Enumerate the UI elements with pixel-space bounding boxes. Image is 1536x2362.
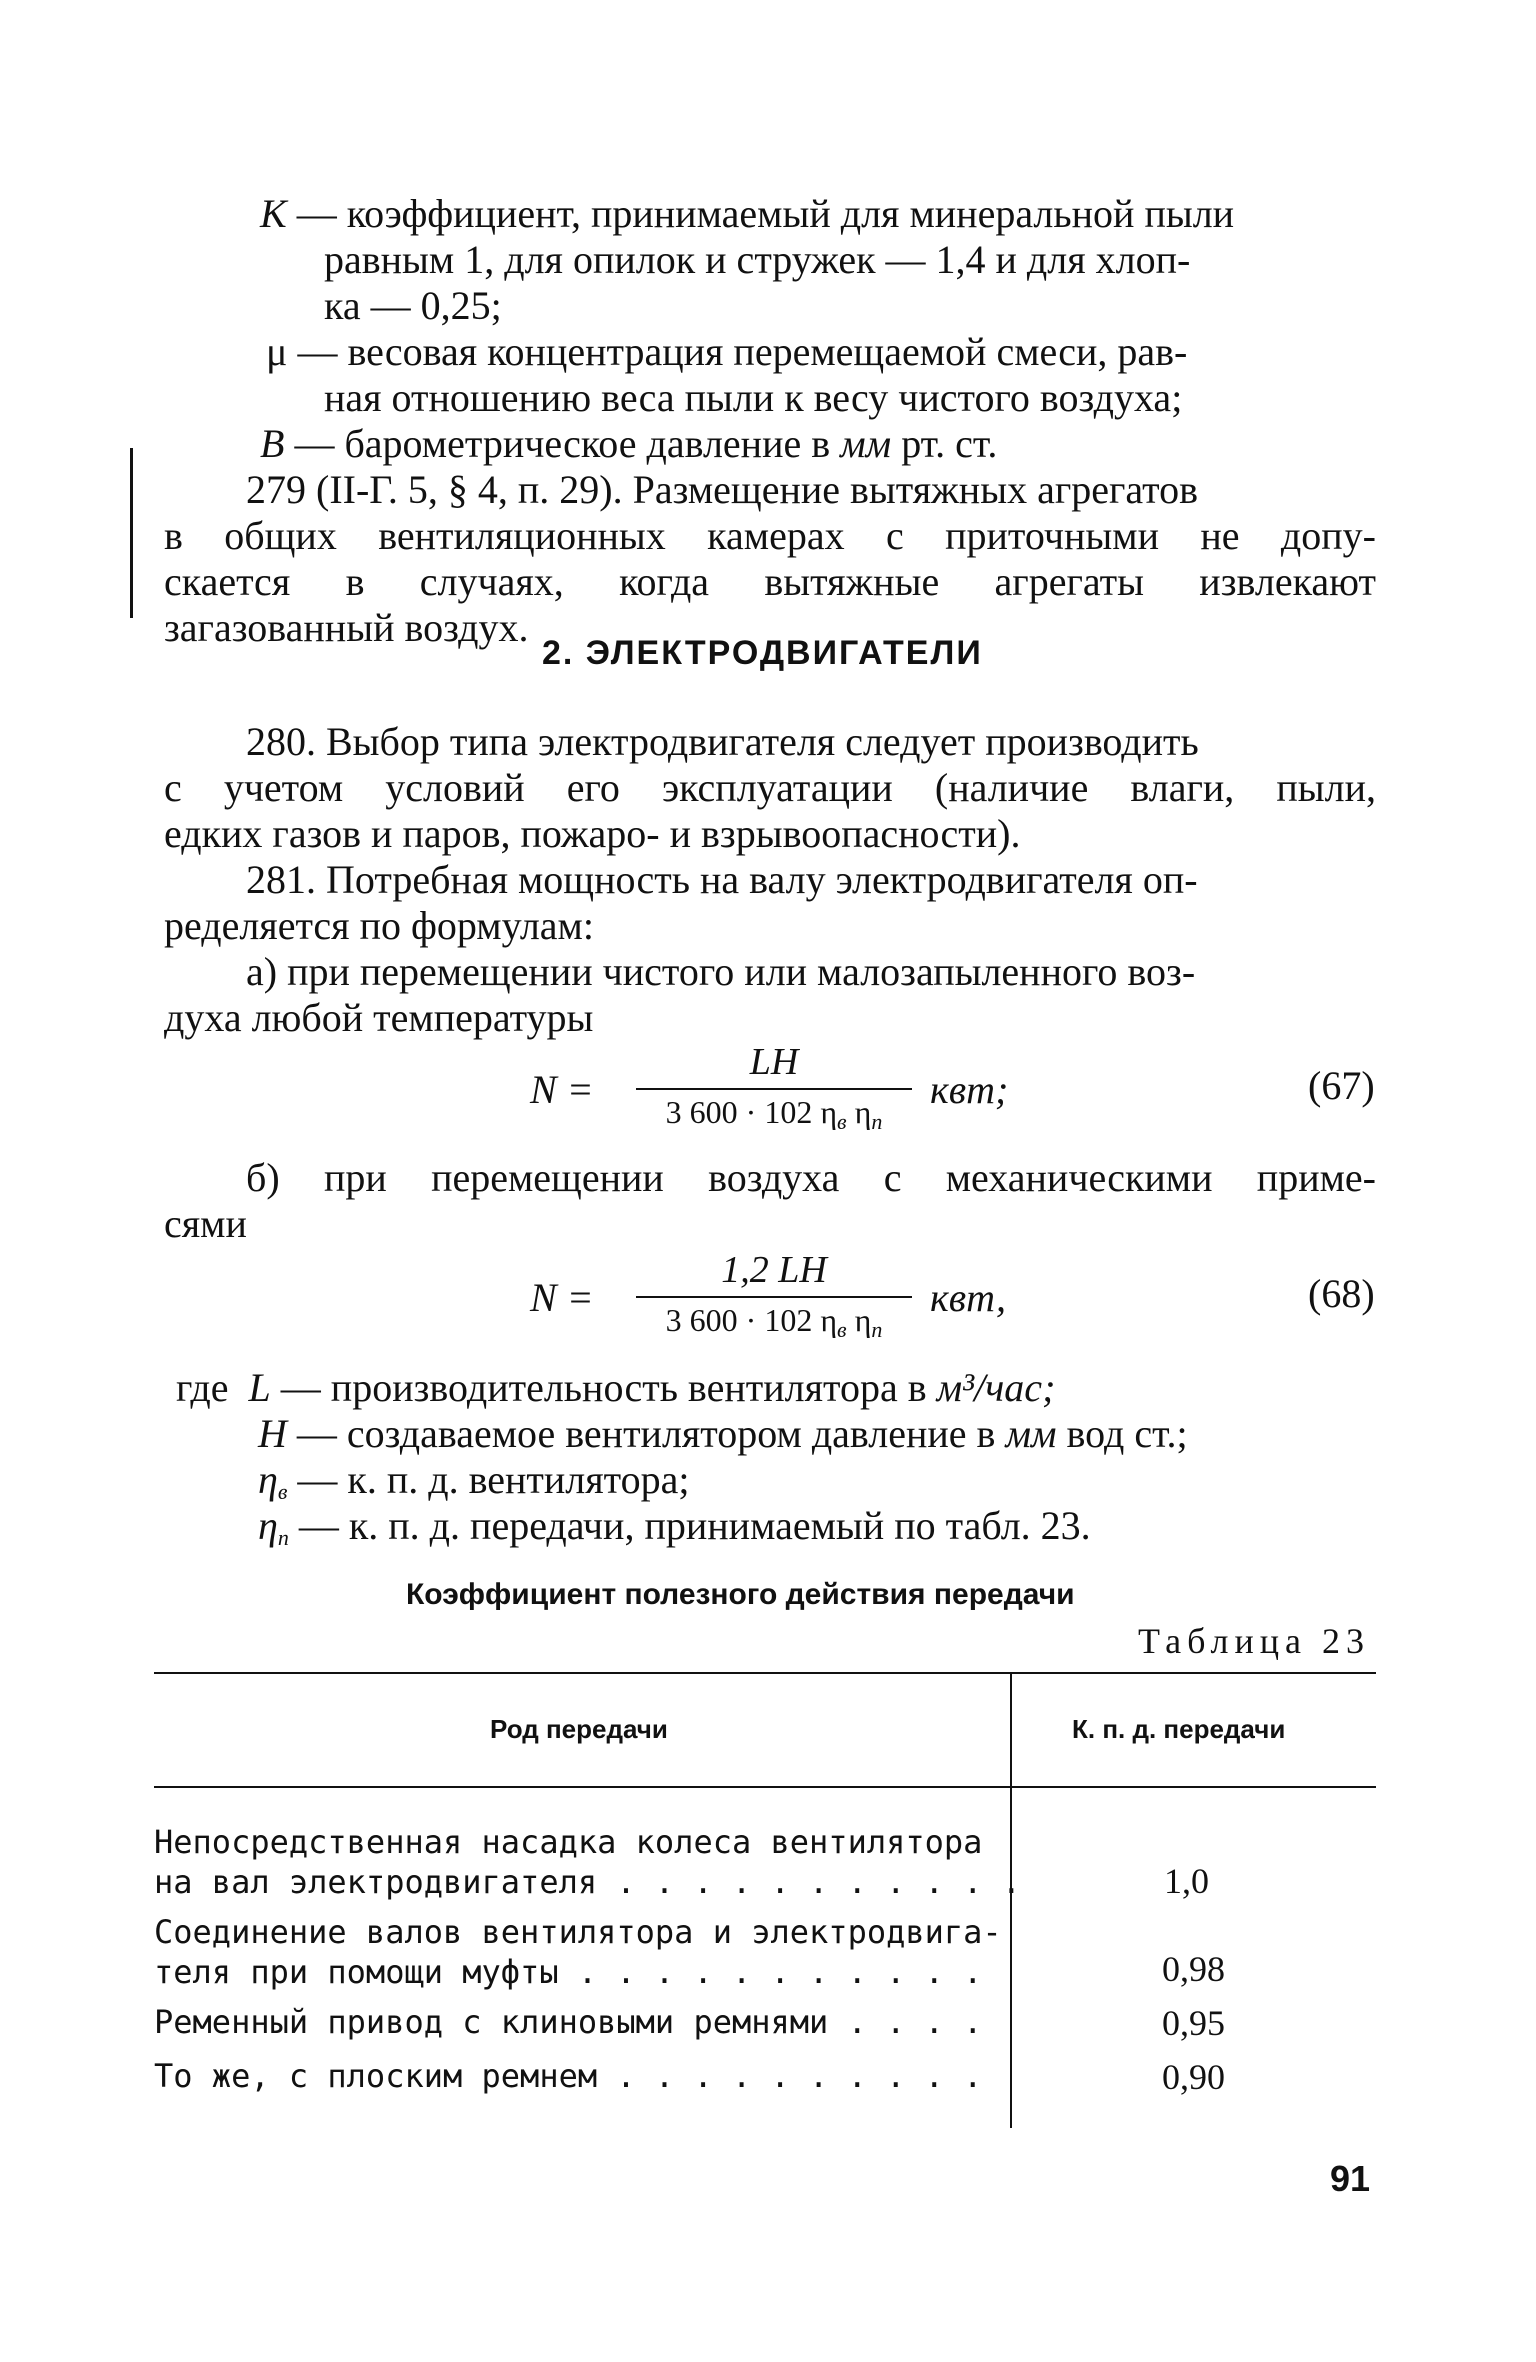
formula-68-N: N = (530, 1275, 594, 1320)
formula-67-sub1: в (837, 1109, 847, 1134)
where-h-tail: вод ст.; (1056, 1411, 1188, 1456)
formula-67-number: (67) (1308, 1063, 1375, 1108)
formula-68-bar (636, 1296, 912, 1298)
p280-line3: едких газов и паров, пожаро- и взрывоопасности). (164, 811, 1021, 856)
formula-68-fraction (636, 1248, 912, 1348)
p279-line3: скается в случаях, когда вытяжные агрегаты извлекают (164, 559, 1376, 604)
table-row-1-line1: Непосредственная насадка колеса вентилятора (154, 1823, 983, 1861)
b-definition: — барометрическое давление в (284, 421, 841, 466)
formula-68-denominator (636, 1302, 912, 1343)
def-k-line (260, 190, 1234, 238)
where-etav-sub: в (277, 1479, 288, 1504)
where-h-line (258, 1410, 1188, 1458)
mu-definition: — весовая концентрация перемещаемой смеси, рав- (287, 329, 1188, 374)
where-l-symbol: L (248, 1365, 271, 1410)
k-symbol: K (260, 191, 287, 236)
formula-67-eta2: η (846, 1094, 872, 1130)
formula-67-unit: квт; (930, 1067, 1009, 1112)
def-mu-line (266, 328, 1187, 376)
table-row-2-line2: теля при помощи муфты . . . . . . . . . . . (154, 1953, 983, 1991)
p279-line4: загазованный воздух. (164, 605, 529, 650)
where-h-text: — создаваемое вентилятором давление в (286, 1411, 1006, 1456)
formula-68-numerator: 1,2 LH (721, 1249, 827, 1291)
table-header-efficiency: К. п. д. передачи (1072, 1714, 1286, 1744)
p280-line2: с учетом условий его эксплуатации (наличие влаги, пыли, (164, 765, 1376, 810)
b-symbol: B (260, 421, 285, 466)
b-tail: рт. ст. (891, 421, 998, 466)
formula-67-den-text: 3 600 · 102 η (665, 1094, 838, 1130)
formula-68-sub1: в (837, 1317, 847, 1342)
k-definition: — коэффициент, принимаемый для минеральной пыли (286, 191, 1235, 236)
table-header-rule (154, 1786, 1376, 1788)
margin-change-bar (130, 448, 133, 618)
formula-67-bar (636, 1088, 912, 1090)
where-l-unit: м³/час; (936, 1365, 1056, 1410)
def-b-line (260, 420, 997, 468)
p279-line1: 279 (II-Г. 5, § 4, п. 29). Размещение вытяжных агрегатов (246, 467, 1198, 512)
b-unit: мм (840, 421, 892, 466)
formula-68-den-text: 3 600 · 102 η (665, 1302, 838, 1338)
formula-67-N: N = (530, 1067, 594, 1112)
table-title: Коэффициент полезного действия передачи (406, 1578, 1075, 1611)
table-row-1-line2: на вал электродвигателя . . . . . . . . . . . (154, 1863, 1021, 1901)
table-row-1-value: 1,0 (1164, 1861, 1209, 1901)
where-h-unit: мм (1005, 1411, 1057, 1456)
p281-line1: 281. Потребная мощность на валу электродвигателя оп- (246, 857, 1198, 902)
p281-line2: ределяется по формулам: (164, 903, 594, 948)
table-row-2-line1: Соединение валов вентилятора и электродвига- (154, 1913, 1002, 1951)
formula-67-fraction (636, 1040, 912, 1140)
table-row-2-value: 0,98 (1162, 1949, 1225, 1989)
where-h-symbol: H (258, 1411, 287, 1456)
formula-67-denominator (636, 1094, 912, 1135)
p281-a-line2: духа любой температуры (164, 995, 594, 1040)
mu-symbol: μ (266, 329, 288, 374)
formula-68-number: (68) (1308, 1271, 1375, 1316)
table-number: Таблица 23 (1138, 1621, 1370, 1661)
formula-68-unit: квт, (930, 1275, 1006, 1320)
def-mu-line2: ная отношению веса пыли к весу чистого воздуха; (324, 375, 1183, 420)
where-etap-symbol: η (258, 1503, 278, 1548)
table-row-3-value: 0,95 (1162, 2003, 1225, 2043)
where-etav-text: — к. п. д. вентилятора; (287, 1457, 690, 1502)
page-number: 91 (1330, 2158, 1371, 2199)
p279-line2: в общих вентиляционных камерах с приточными не допу- (164, 513, 1376, 558)
where-gde: где (176, 1365, 229, 1410)
p281-b-line2: сями (164, 1201, 247, 1246)
where-etap-text: — к. п. д. передачи, принимаемый по табл. 23. (288, 1503, 1091, 1548)
p281-a-line1: а) при перемещении чистого или малозапыленного воз- (246, 949, 1196, 994)
p280-line1: 280. Выбор типа электродвигателя следует производить (246, 719, 1199, 764)
formula-67-lhs (530, 1066, 594, 1113)
where-etap-line (258, 1502, 1091, 1562)
where-etav-symbol: η (258, 1457, 278, 1502)
where-l-text: — производительность вентилятора в (270, 1365, 937, 1410)
table-top-rule (154, 1672, 1376, 1674)
formula-68-lhs (530, 1274, 594, 1321)
table-row-4-line1: То же, с плоским ремнем . . . . . . . . . . (154, 2057, 983, 2095)
section-heading: 2. ЭЛЕКТРОДВИГАТЕЛИ (542, 634, 983, 672)
def-k-line3: ка — 0,25; (324, 283, 502, 328)
table-header-type: Род передачи (490, 1714, 668, 1744)
formula-68-sub2: п (871, 1317, 883, 1342)
def-k-line2: равным 1, для опилок и стружек — 1,4 и для хлоп- (324, 237, 1191, 282)
where-l-line (176, 1364, 1055, 1412)
formula-67-sub2: п (871, 1109, 883, 1134)
where-etap-sub: п (277, 1525, 289, 1550)
table-row-3-line1: Ременный привод с клиновыми ремнями . . . . (154, 2003, 983, 2041)
table-row-4-value: 0,90 (1162, 2057, 1225, 2097)
formula-67-numerator: LH (749, 1041, 799, 1083)
p281-b-line1: б) при перемещении воздуха с механическими приме- (246, 1155, 1376, 1200)
formula-68-eta2: η (846, 1302, 872, 1338)
